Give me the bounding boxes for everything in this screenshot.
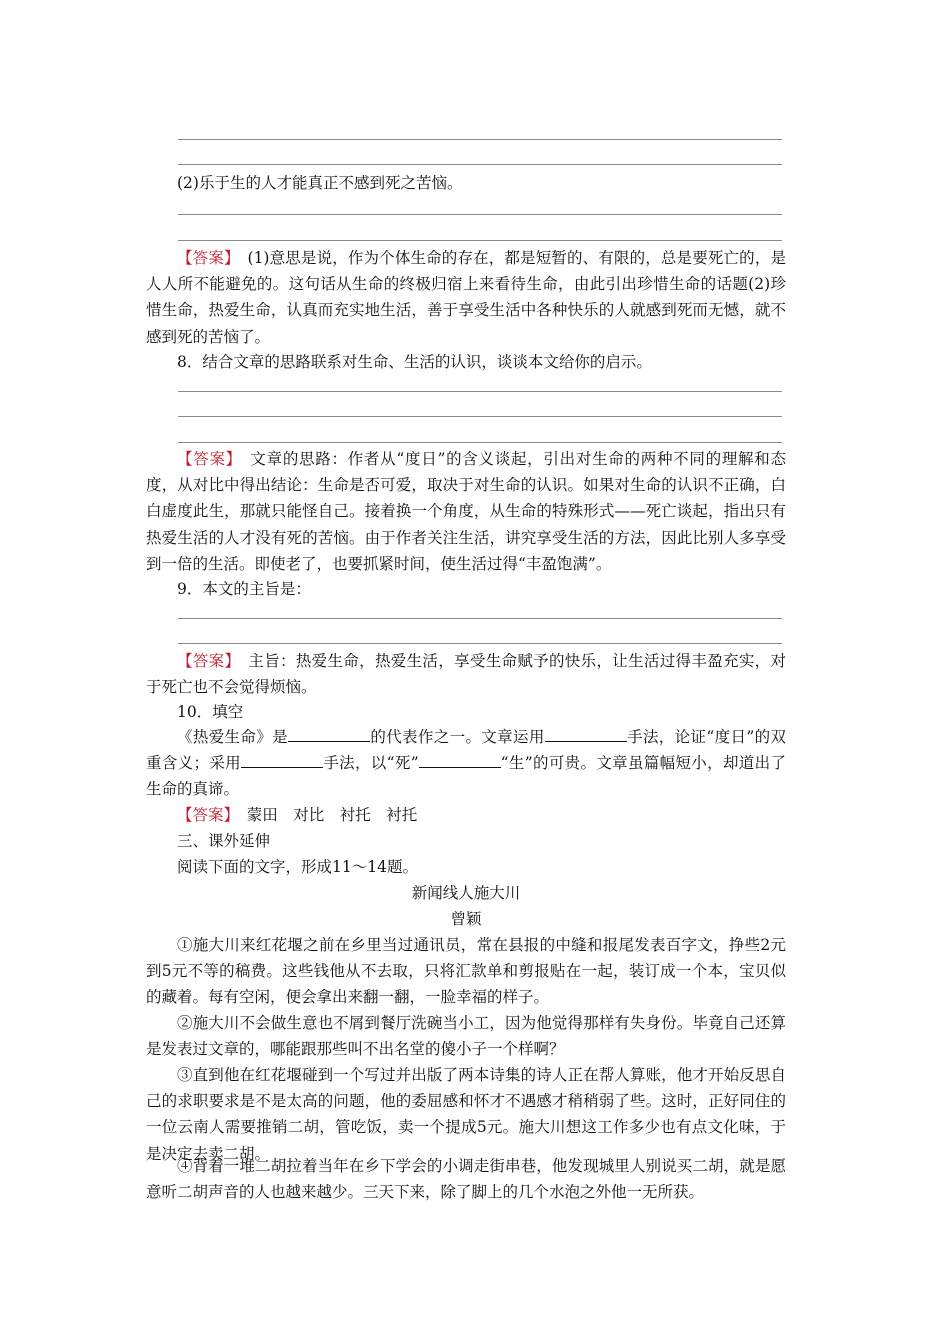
answer-line (178, 416, 782, 417)
fill-text: 手法，以“死” (322, 754, 419, 773)
q7-sub2: (2)乐于生的人才能真正不感到死之苦恼。 (177, 174, 463, 192)
article-paragraph-3: ③直到他在红花堰碰到一个写过并出版了两本诗集的诗人正在帮人算账，他才开始反思自己的求职要求是不是太高的问题，他的委屈感和怀才不遇感才稍稍弱了些。这时，正好同住的一位云南人需要推销二胡，管吃饭，卖一个提成5元。施大川想这工作多少也有点文化味，于是决定去卖二胡。 (146, 1066, 786, 1163)
answer-text: (1)意思是说，作为个体生命的存在，都是短暂的、有限的，总是要死亡的，是人人所不能避免的。这句话从生命的终极归宿上来看待生命，由此引出珍惜生命的话题(2)珍惜生命，热爱生命，认真而充实地生活，善于享受生活中各种快乐的人就感到死而无憾，就不感到死的苦恼了。 (146, 249, 786, 346)
answer-line (178, 643, 782, 644)
article-author: 曾颖 (450, 910, 482, 928)
fill-text: “生”的可贵。文章虽篇幅短小， (500, 754, 723, 773)
fill-blank[interactable] (241, 751, 323, 768)
fill-text: 却道出了生命的真谛。 (146, 754, 786, 799)
article-paragraph-2: ②施大川不会做生意也不屑到餐厅洗碗当小工，因为他觉得那样有失身份。毕竟自己还算是发表过文章的，哪能跟那些叫不出名堂的傻小子一个样啊？ (146, 1014, 786, 1059)
section-instruction: 阅读下面的文字，形成11～14题。 (177, 858, 418, 876)
q10-question: 10．填空 (177, 703, 244, 721)
answer-line (178, 240, 782, 241)
answer-tag: 【答案】 (177, 450, 235, 468)
section-heading: 三、课外延伸 (177, 832, 271, 850)
article-title: 新闻线人施大川 (411, 884, 521, 902)
fill-text: 的代表作之一。文章运用 (369, 728, 545, 746)
answer-line (178, 214, 782, 215)
answer-line (178, 164, 782, 165)
q10-answer (146, 802, 786, 828)
answer-line (178, 391, 782, 392)
fill-text: 的双重含义；采用 (146, 728, 786, 773)
article-paragraph-4: ④背着一堆二胡拉着当年在乡下学会的小调走街串巷，他发现城里人别说买二胡，就是愿意听二胡声音的人也越来越少。三天下来，除了脚上的几个水泡之外他一无所获。 (146, 1157, 786, 1202)
answer-tag: 【答案】 (177, 652, 233, 670)
q9-question: 9．本文的主旨是： (177, 580, 311, 598)
article-paragraph-1: ①施大川来红花堰之前在乡里当过通讯员，常在县报的中缝和报尾发表百字文，挣些2元到5元不等的稿费。这些钱他从不去取，只将汇款单和剪报贴在一起，装订成一个本，宝贝似的藏着。每有空闲，便会拿出来翻一翻，一脸幸福的样子。 (146, 936, 786, 1007)
fill-blank[interactable] (545, 725, 627, 742)
answer-tag: 【答案】 (177, 806, 232, 824)
q8-answer (146, 446, 786, 577)
q9-answer (146, 648, 786, 700)
answer-text: 主旨：热爱生命，热爱生活，享受生命赋予的快乐，让生活过得丰盈充实，对于死亡也不会觉得烦恼。 (146, 652, 786, 697)
answer-text: 蒙田 对比 衬托 衬托 (246, 806, 418, 824)
answer-line (178, 442, 782, 443)
q8-question: 8．结合文章的思路联系对生命、生活的认识，谈谈本文给你的启示。 (177, 353, 652, 371)
answer-line (178, 139, 782, 140)
q10-fill-text (146, 724, 786, 803)
fill-blank[interactable] (288, 725, 370, 742)
answer-line (178, 618, 782, 619)
answer-tag: 【答案】 (177, 249, 232, 267)
q7-answer (146, 245, 786, 350)
answer-text: 文章的思路：作者从“度日”的含义谈起，引出对生命的两种不同的理解和态度，从对比中得出结论：生命是否可爱，取决于对生命的认识。如果对生命的认识不正确，白白虚度此生，那就只能怪自己。接着换一个角度，从生命的特殊形式——死亡谈起，指出只有热爱生活的人才没有死的苦恼。由于作者关注生活，讲究享受生活的方法，因此比别人多享受到一倍的生活。即使老了，也要抓紧时间，使生活过得“丰盈饱满”。 (146, 450, 786, 573)
fill-blank[interactable] (419, 751, 501, 768)
fill-text: 手法，论证“度日” (626, 728, 755, 746)
fill-text: 《热爱生命》是 (177, 728, 288, 746)
